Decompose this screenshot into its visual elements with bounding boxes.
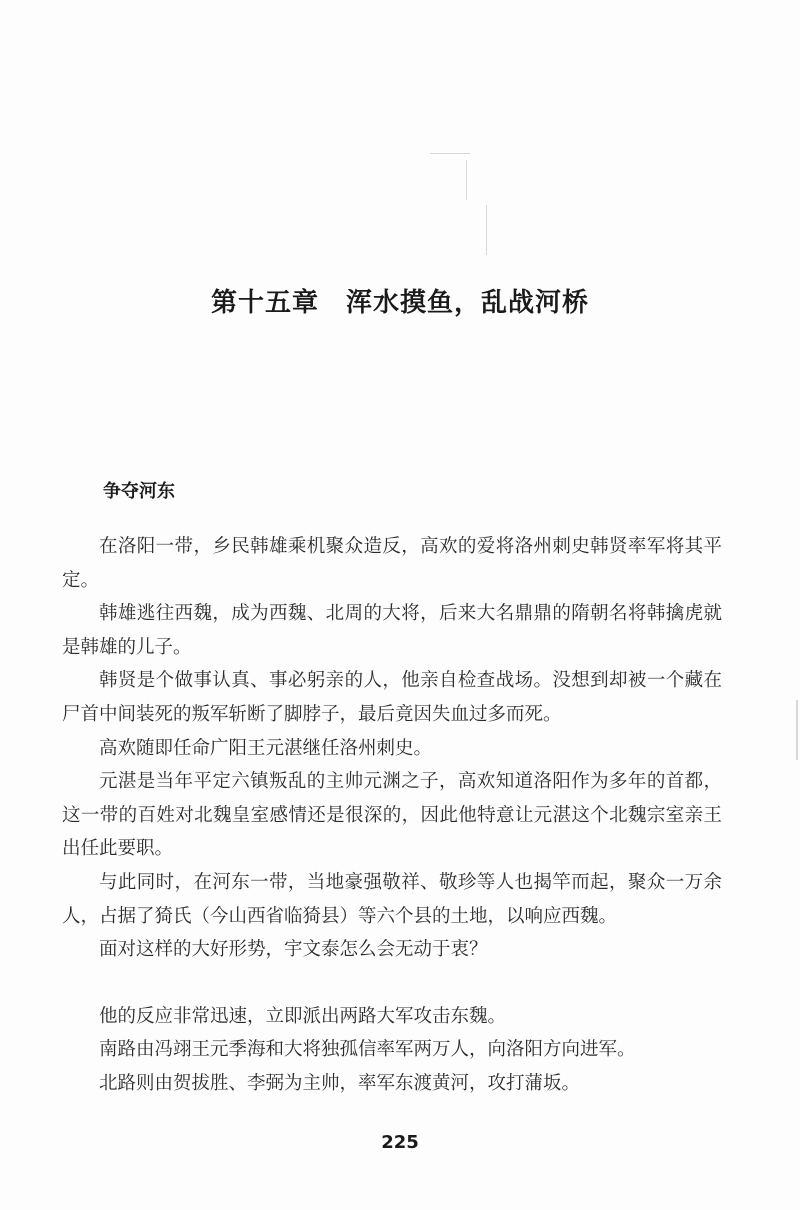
paragraph: 元湛是当年平定六镇叛乱的主帅元渊之子，高欢知道洛阳作为多年的首都，这一带的百姓对北魏皇室感情还是很深的，因此他特意让元湛这个北魏宗室亲王出任此要职。 bbox=[62, 771, 722, 860]
paragraph: 韩雄逃往西魏，成为西魏、北周的大将，后来大名鼎鼎的隋朝名将韩擒虎就是韩雄的儿子。 bbox=[62, 603, 722, 658]
paragraph: 高欢随即任命广阳王元湛继任洛州刺史。 bbox=[99, 737, 433, 759]
scan-speck bbox=[466, 160, 467, 200]
chapter-title: 第十五章 浑水摸鱼，乱战河桥 bbox=[210, 288, 589, 318]
paragraph: 南路由冯翊王元季海和大将独孤信率军两万人，向洛阳方向进军。 bbox=[99, 1039, 636, 1061]
paragraph: 他的反应非常迅速，立即派出两路大军攻击东魏。 bbox=[99, 1005, 507, 1027]
scan-speck bbox=[430, 153, 470, 154]
body-text bbox=[62, 530, 722, 1101]
scan-speck bbox=[486, 205, 487, 255]
paragraph: 与此同时，在河东一带，当地豪强敬祥、敬珍等人也揭竿而起，聚众一万余人，占据了猗氏（今山西省临猗县）等六个县的土地，以响应西魏。 bbox=[62, 871, 722, 927]
paragraph: 北路则由贺拔胜、李弼为主帅，率军东渡黄河，攻打蒲坂。 bbox=[99, 1072, 581, 1094]
scan-speck bbox=[796, 700, 798, 760]
paragraph: 韩贤是个做事认真、事必躬亲的人，他亲自检查战场。没想到却被一个藏在尸首中间装死的叛军斩断了脚脖子，最后竟因失血过多而死。 bbox=[62, 670, 722, 725]
paragraph: 面对这样的大好形势，宇文泰怎么会无动于衷？ bbox=[99, 939, 488, 961]
paragraph: 在洛阳一带，乡民韩雄乘机聚众造反，高欢的爱将洛州刺史韩贤率军将其平定。 bbox=[62, 536, 722, 591]
page-number: 225 bbox=[381, 1132, 419, 1153]
section-heading: 争夺河东 bbox=[103, 481, 175, 502]
